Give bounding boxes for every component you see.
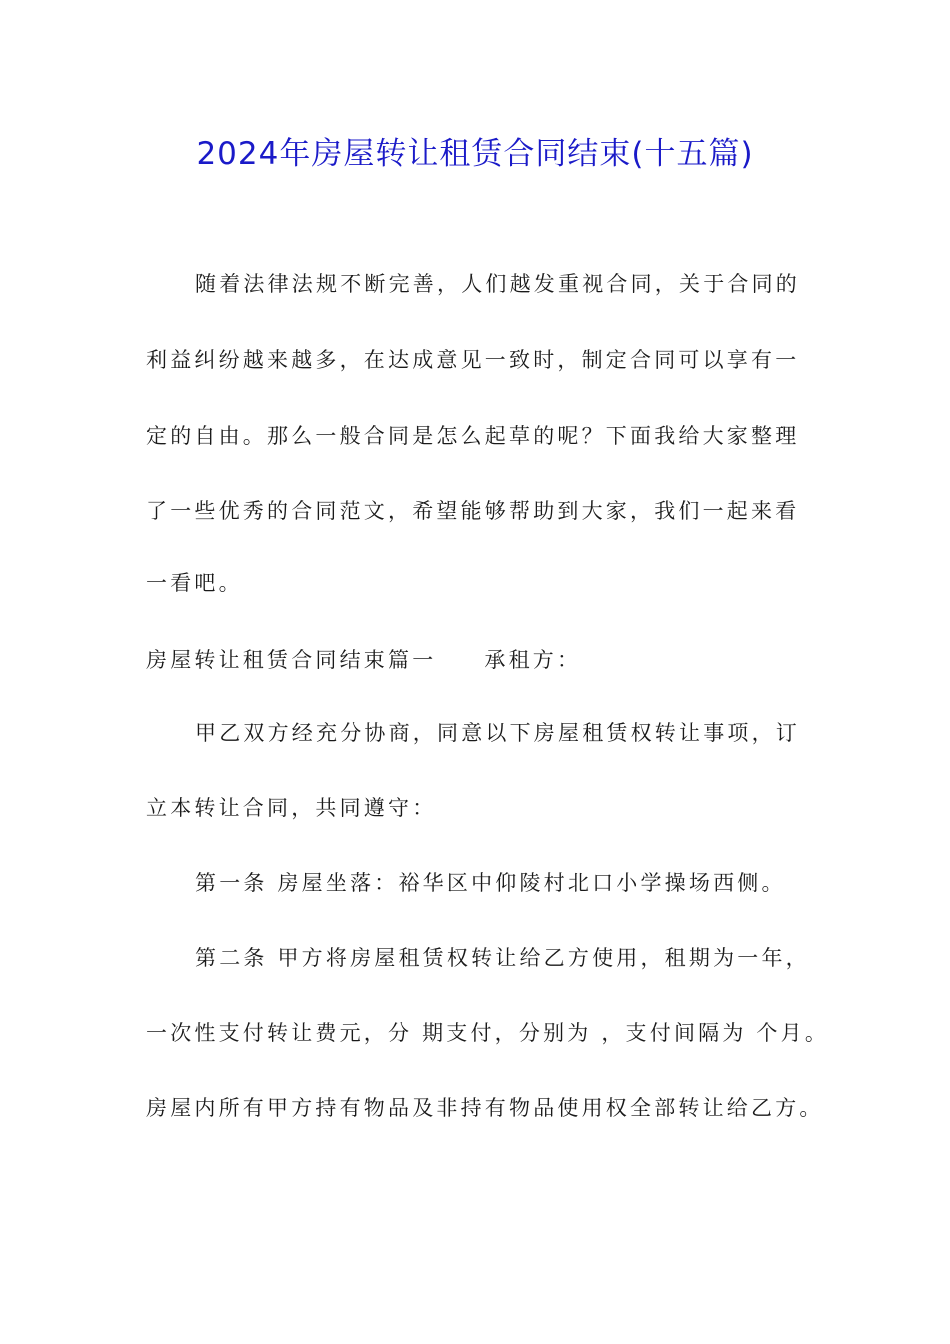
article-2-line-3: 房屋内所有甲方持有物品及非持有物品使用权全部转让给乙方。 bbox=[146, 1096, 824, 1120]
body-line-2: 立本转让合同，共同遵守： bbox=[146, 796, 437, 820]
section-heading-line bbox=[146, 645, 581, 675]
intro-line-4: 了一些优秀的合同范文，希望能够帮助到大家，我们一起来看 bbox=[146, 499, 800, 523]
article-2-line-1: 第二条 甲方将房屋租赁权转让给乙方使用，租期为一年， bbox=[195, 946, 810, 970]
intro-line-2: 利益纠纷越来越多，在达成意见一致时，制定合同可以享有一 bbox=[146, 348, 800, 372]
section-party-label: 承租方： bbox=[484, 648, 582, 672]
intro-line-1: 随着法律法规不断完善，人们越发重视合同，关于合同的 bbox=[195, 272, 800, 296]
article-1-line: 第一条 房屋坐落：裕华区中仰陵村北口小学操场西侧。 bbox=[195, 871, 786, 895]
document-title: 2024年房屋转让租赁合同结束(十五篇) bbox=[196, 136, 754, 172]
body-line-1: 甲乙双方经充分协商，同意以下房屋租赁权转让事项，订 bbox=[195, 721, 800, 745]
section-heading: 房屋转让租赁合同结束篇一 bbox=[146, 648, 437, 672]
intro-line-5: 一看吧。 bbox=[146, 571, 243, 595]
article-2-line-2: 一次性支付转让费元，分 期支付，分别为 ，支付间隔为 个月。 bbox=[146, 1021, 830, 1045]
intro-line-3: 定的自由。那么一般合同是怎么起草的呢？下面我给大家整理 bbox=[146, 424, 800, 448]
